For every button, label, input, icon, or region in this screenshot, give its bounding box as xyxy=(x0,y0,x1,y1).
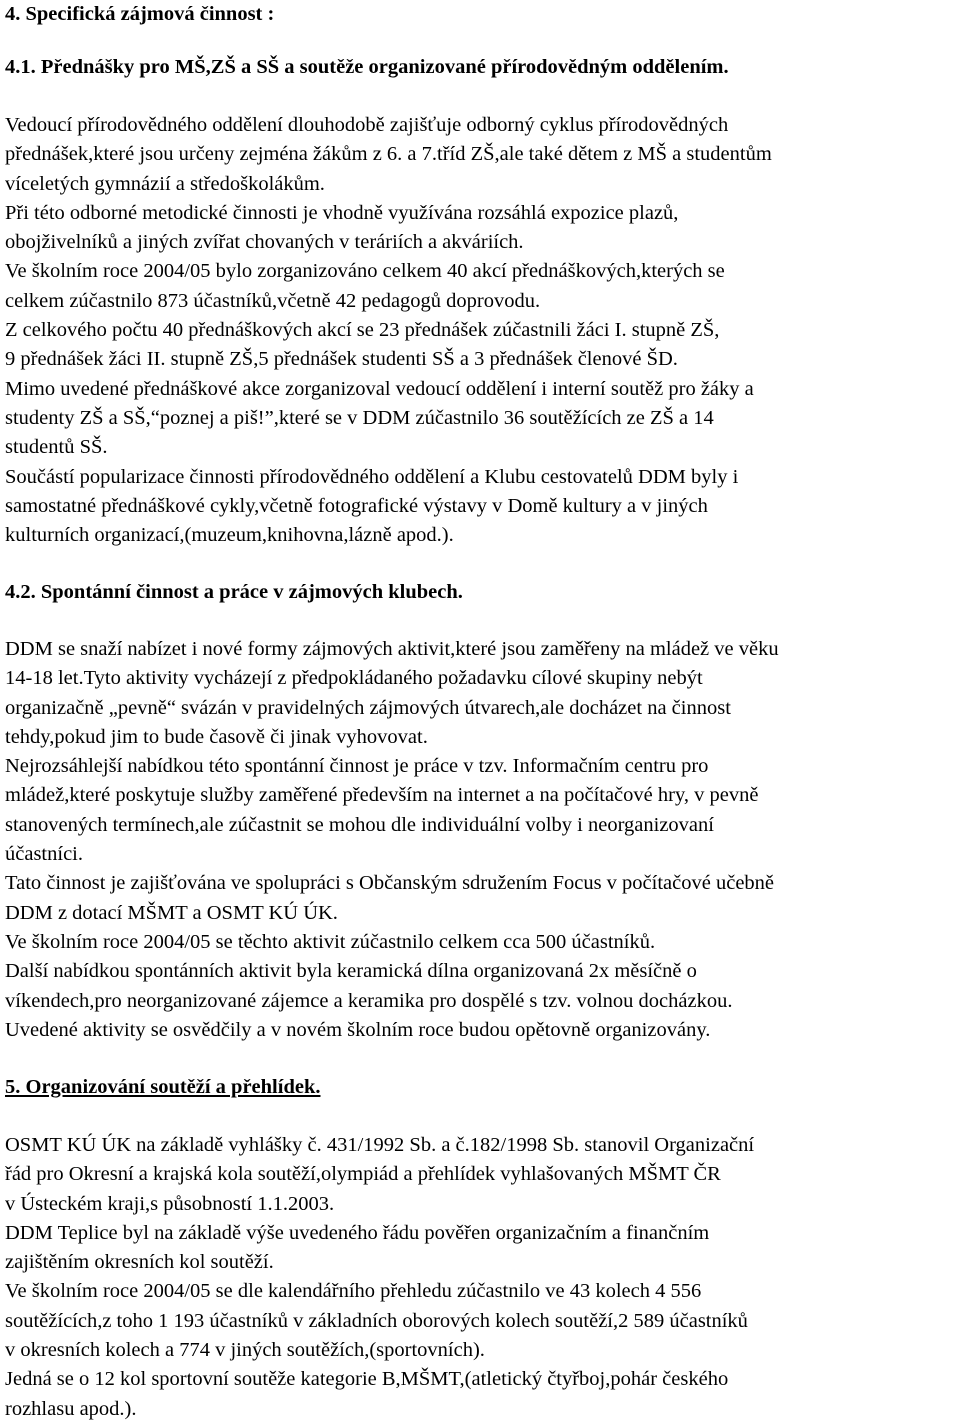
text-line: 14-18 let.Tyto aktivity vycházejí z předpokládaného požadavku cílové skupiny nebýt xyxy=(5,667,703,690)
text-line: rozhlasu apod.). xyxy=(5,1397,137,1420)
text-line: DDM z dotací MŠMT a OSMT KÚ ÚK. xyxy=(5,901,338,924)
heading-section-4-1: 4.1. Přednášky pro MŠ,ZŠ a SŠ a soutěže organizované přírodovědným oddělením. xyxy=(5,56,729,78)
text-line: organizačně „pevně“ svázán v pravidelných zájmových útvarech,ale docházet na činnost xyxy=(5,696,731,719)
text-line: 9 přednášek žáci II. stupně ZŠ,5 přednášek studenti SŠ a 3 přednášek členové ŠD. xyxy=(5,348,678,371)
text-line: obojživelníků a jiných zvířat chovaných v teráriích a akváriích. xyxy=(5,231,524,254)
text-line: Nejrozsáhlejší nabídkou této spontánní činnost je práce v tzv. Informačním centru pro xyxy=(5,755,709,778)
text-line: DDM se snaží nabízet i nové formy zájmových aktivit,které jsou zaměřeny na mládež ve věku xyxy=(5,638,779,660)
text-line: v Ústeckém kraji,s působností 1.1.2003. xyxy=(5,1192,335,1215)
text-line: OSMT KÚ ÚK na základě vyhlášky č. 431/1992 Sb. a č.182/1998 Sb. stanovil Organizační xyxy=(5,1134,755,1156)
text-line: v okresních kolech a 774 v jiných soutěžích,(sportovních). xyxy=(5,1339,485,1362)
text-line: víkendech,pro neorganizované zájemce a keramika pro dospělé s tzv. volnou docházkou. xyxy=(5,989,733,1012)
heading-section-4: 4. Specifická zájmová činnost : xyxy=(5,3,275,25)
text-line: Ve školním roce 2004/05 se těchto aktivit zúčastnilo celkem cca 500 účastníků. xyxy=(5,930,656,953)
heading-section-4-2: 4.2. Spontánní činnost a práce v zájmových klubech. xyxy=(5,581,463,603)
text-line: víceletých gymnázií a středoškolákům. xyxy=(5,172,325,195)
text-line: Jedná se o 12 kol sportovní soutěže kategorie B,MŠMT,(atletický čtyřboj,pohár českého xyxy=(5,1368,729,1391)
text-line: Tato činnost je zajišťována ve spolupráci s Občanským sdružením Focus v počítačové učebně xyxy=(5,872,775,895)
text-line: DDM Teplice byl na základě výše uvedeného řádu pověřen organizačním a finančním xyxy=(5,1221,710,1244)
section-4-2-body xyxy=(5,635,779,1045)
text-line: Součástí popularizace činnosti přírodovědného oddělení a Klubu cestovatelů DDM byly i xyxy=(5,465,739,488)
text-line: tehdy,pokud jim to bude časově či jinak vyhovovat. xyxy=(5,725,428,748)
text-line: účastníci. xyxy=(5,843,83,866)
text-line: Z celkového počtu 40 přednáškových akcí se 23 přednášek zúčastnili žáci I. stupně ZŠ, xyxy=(5,319,720,342)
text-line: studentů SŠ. xyxy=(5,436,108,459)
text-line: Vedoucí přírodovědného oddělení dlouhodobě zajišťuje odborný cyklus přírodovědných xyxy=(5,114,729,136)
text-line: přednášek,které jsou určeny zejména žákům z 6. a 7.tříd ZŠ,ale také dětem z MŠ a studentům xyxy=(5,143,772,166)
text-line: Další nabídkou spontánních aktivit byla keramická dílna organizovaná 2x měsíčně o xyxy=(5,960,697,983)
text-line: celkem zúčastnilo 873 účastníků,včetně 42 pedagogů doprovodu. xyxy=(5,289,541,312)
section-4-1-body xyxy=(5,111,772,550)
section-5-body xyxy=(5,1131,754,1424)
text-line: Ve školním roce 2004/05 se dle kalendářního přehledu zúčastnilo ve 43 kolech 4 556 xyxy=(5,1280,702,1303)
text-line: řád pro Okresní a krajská kola soutěží,olympiád a přehlídek vyhlašovaných MŠMT ČR xyxy=(5,1163,721,1186)
text-line: Při této odborné metodické činnosti je vhodně využívána rozsáhlá expozice plazů, xyxy=(5,201,679,224)
text-line: kulturních organizací,(muzeum,knihovna,lázně apod.). xyxy=(5,524,454,547)
heading-section-5: 5. Organizování soutěží a přehlídek. xyxy=(5,1076,321,1098)
text-line: Uvedené aktivity se osvědčily a v novém školním roce budou opětovně organizovány. xyxy=(5,1018,711,1041)
text-line: samostatné přednáškové cykly,včetně fotografické výstavy v Domě kultury a v jiných xyxy=(5,494,708,517)
text-line: Ve školním roce 2004/05 bylo zorganizováno celkem 40 akcí přednáškových,kterých se xyxy=(5,260,725,283)
text-line: zajištěním okresních kol soutěží. xyxy=(5,1251,274,1274)
text-line: studenty ZŠ a SŠ,“poznej a piš!”,které se v DDM zúčastnilo 36 soutěžících ze ZŠ a 14 xyxy=(5,406,714,429)
text-line: mládež,které poskytuje služby zaměřené především na internet a na počítačové hry, v pevně xyxy=(5,784,759,807)
text-line: Mimo uvedené přednáškové akce zorganizoval vedoucí oddělení i interní soutěž pro žáky a xyxy=(5,377,754,400)
text-line: stanovených termínech,ale zúčastnit se mohou dle individuální volby i neorganizovaní xyxy=(5,813,714,836)
text-line: soutěžících,z toho 1 193 účastníků v základních oborových kolech soutěží,2 589 účastníků xyxy=(5,1309,748,1332)
